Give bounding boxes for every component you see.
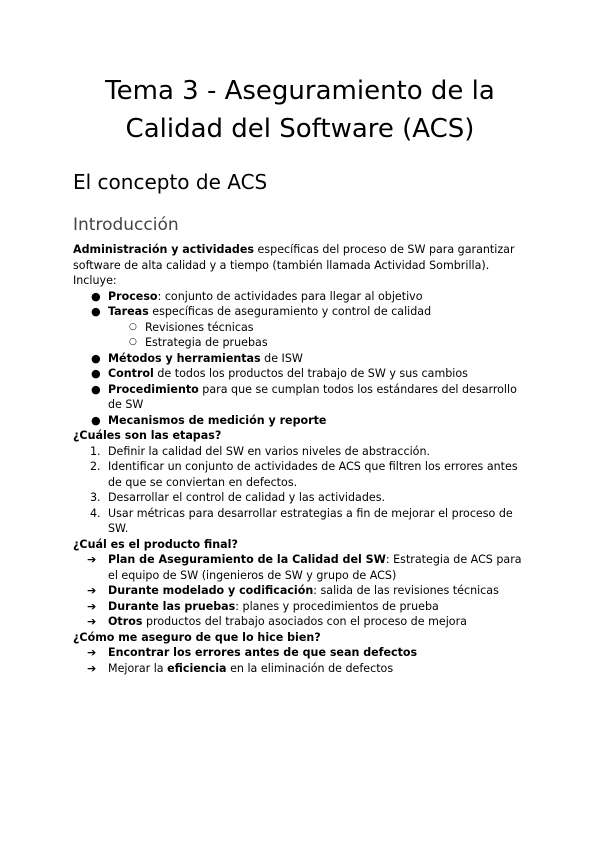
list-item-continuation: de SW — [108, 398, 144, 411]
circle-bullet-icon: ○ — [129, 337, 137, 347]
bullet-icon: ● — [91, 382, 101, 396]
numbered-item: 3. Desarrollar el control de calidad y las actividades. — [90, 491, 386, 504]
list-item: ● Mecanismos de medición y reporte — [91, 413, 327, 427]
list-item: ● Control de todos los productos del trabajo de SW y sus cambios — [91, 367, 468, 380]
arrow-icon: ➔ — [87, 584, 97, 597]
arrow-item-continuation: el equipo de SW (ingenieros de SW y grupo de ACS) — [108, 568, 397, 582]
bullet-icon: ● — [91, 351, 101, 365]
numbered-item-continuation: de que se conviertan en defectos. — [108, 475, 298, 489]
arrow-item: ➔ Mejorar la eficiencia en la eliminación de defectos — [87, 661, 394, 675]
document-title — [60, 72, 540, 148]
arrow-item: ➔ Otros productos del trabajo asociados con el proceso de mejora — [87, 615, 467, 628]
numbered-item: 1. Definir la calidad del SW en varios niveles de abstracción. — [90, 444, 430, 458]
question-heading: ¿Cuál es el producto final? — [73, 537, 238, 551]
sub-list-item: ○ Estrategia de pruebas — [129, 336, 268, 349]
bullet-icon: ● — [91, 305, 101, 318]
title-line-1: Tema 3 - Aseguramiento de la — [105, 76, 495, 106]
intro-line-3: Incluye: — [73, 274, 117, 287]
arrow-icon: ➔ — [87, 661, 97, 675]
bullet-icon: ● — [91, 413, 101, 427]
intro-line-2: software de alta calidad y a tiempo (también llamada Actividad Sombrilla). — [73, 258, 490, 272]
intro-line-1 — [73, 242, 533, 258]
question-heading: ¿Cómo me aseguro de que lo hice bien? — [73, 630, 321, 644]
question-heading: ¿Cuáles son las etapas? — [73, 429, 222, 442]
intro-text: específicas del proceso de SW para garantizar — [254, 243, 515, 256]
title-line-2: Calidad del Software (ACS) — [125, 114, 475, 144]
list-item: ● Tareas específicas de aseguramiento y control de calidad — [91, 305, 432, 318]
sub-list-item: ○ Revisiones técnicas — [129, 320, 254, 334]
bullet-icon: ● — [91, 367, 101, 380]
list-item: ● Métodos y herramientas de ISW — [91, 351, 303, 365]
section-heading: El concepto de ACS — [73, 170, 268, 194]
numbered-item: 2. Identificar un conjunto de actividades de ACS que filtren los errores antes — [90, 460, 518, 473]
list-item: ● Procedimiento para que se cumplan todos los estándares del desarrollo — [91, 382, 517, 396]
subsection-heading: Introducción — [73, 215, 179, 235]
numbered-item-continuation: SW. — [108, 522, 129, 535]
circle-bullet-icon: ○ — [129, 321, 137, 332]
arrow-item: ➔ Plan de Aseguramiento de la Calidad del SW: Estrategia de ACS para — [87, 553, 522, 566]
body-text — [73, 242, 533, 676]
intro-bold: Administración y actividades — [73, 243, 255, 256]
arrow-icon: ➔ — [87, 646, 97, 659]
arrow-icon: ➔ — [87, 599, 97, 613]
numbered-item: 4. Usar métricas para desarrollar estrategias a fin de mejorar el proceso de — [90, 506, 513, 520]
arrow-icon: ➔ — [87, 615, 97, 628]
bullet-icon: ● — [91, 289, 101, 303]
arrow-item: ➔ Encontrar los errores antes de que sean defectos — [87, 646, 418, 659]
arrow-item: ➔ Durante modelado y codificación: salida de las revisiones técnicas — [87, 584, 499, 597]
list-item: ● Proceso: conjunto de actividades para llegar al objetivo — [91, 289, 423, 303]
arrow-item: ➔ Durante las pruebas: planes y procedimientos de prueba — [87, 599, 439, 613]
arrow-icon: ➔ — [87, 553, 97, 566]
